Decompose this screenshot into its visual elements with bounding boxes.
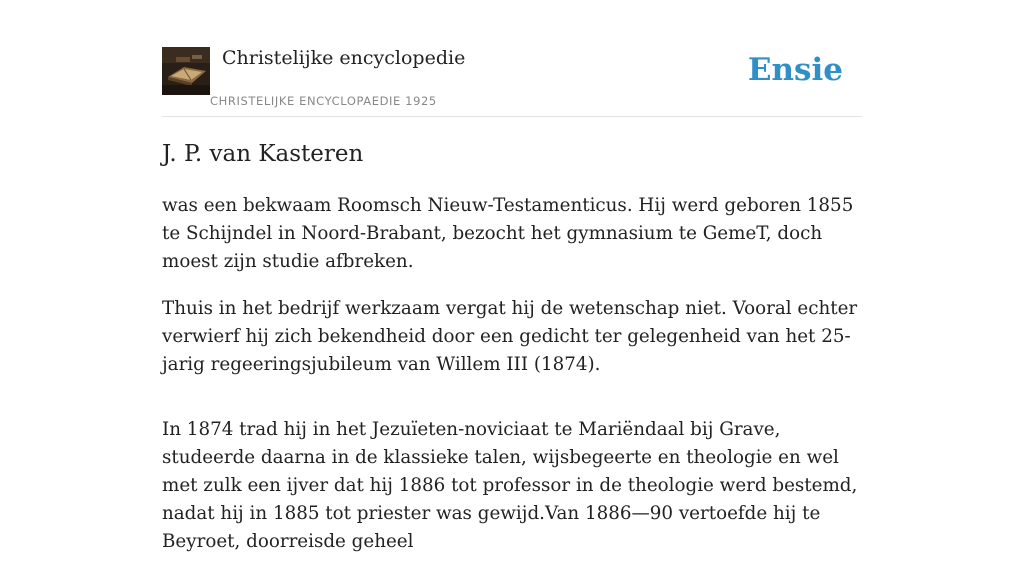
site-header [162,0,862,117]
book-photo-avatar[interactable] [162,47,210,95]
article-paragraph: Thuis in het bedrijf werkzaam vergat hij de wetenschap niet. Vooral echter verwierf hij zich bekendheid door een gedicht ter gelegenheid van het 25-jarig regeeringsjubileum van Willem III (1874). [162,298,858,375]
book-icon [162,47,210,95]
article-body [162,192,862,575]
page [162,0,862,552]
article-paragraph: In 1874 trad hij in het Jezuïeten-noviciaat te Mariëndaal bij Grave, studeerde daarna in de klassieke talen, wijsbegeerte en theologie en wel met zulk een ijver dat hij 1886 tot professor in de theologie werd bestemd, nadat hij in 1885 tot priester was gewijd.Van 1886—90 vertoefde hij te Beyroet, doorreisde geheel [162,419,858,552]
site-name[interactable]: Christelijke encyclopedie [222,47,466,69]
brand-logo[interactable]: Ensie [747,52,843,88]
encyclopedia-subtitle[interactable]: CHRISTELIJKE ENCYCLOPAEDIE 1925 [210,94,437,108]
article-paragraph: was een bekwaam Roomsch Nieuw-Testamenticus. Hij werd geboren 1855 te Schijndel in Noord-Brabant, bezocht het gymnasium te GemeT, doch moest zijn studie afbreken. [162,195,854,272]
article-title: J. P. van Kasteren [162,141,364,167]
